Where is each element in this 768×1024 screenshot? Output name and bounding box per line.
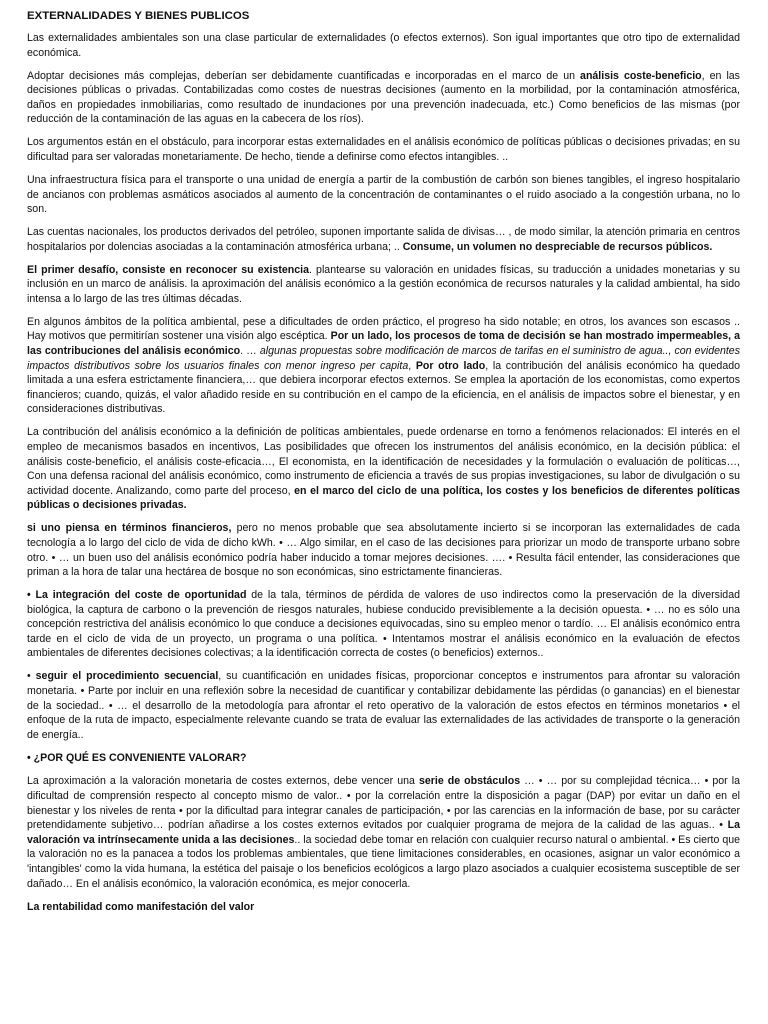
document-page	[27, 8, 740, 923]
document-body	[27, 31, 740, 914]
text-run: … • … por su complejidad técnica… • por la dificultad de comprensión respecto al concepto mismo de valor.. • por la correlación entre la disposición a pagar (DAP) por evitar un daño en el bienestar y los niveles de renta • por la dificultad para integrar canales de participación, • por las carencias en la información de base, por su carácter pretendidamente subjetivo… podrían añadirse a los costes externos evitados por cualquier programa de mejora de la calidad de las aguas.. •	[27, 775, 740, 832]
text-run: de la tala, términos de pérdida de valores de uso indirectos como la preservación de la diversidad biológica, la captura de carbono o la prevención de riesgos naturales, hubiese conducido previsiblemente a la decisión opuesta. • … no es sólo una concepción restrictiva del análisis económico lo que conduce a decisiones equivocadas, sino su empleo menor o tardío. … El análisis económico entra tarde en el ciclo de vida de un proyecto, un programa o una política. • Intentamos mostrar el análisis económico en la evaluación de efectos ambientales de diferentes decisiones colectivas; a la identificación correcta de costes (o beneficios) externos..	[27, 589, 740, 660]
bold-text: Por otro lado	[415, 359, 486, 372]
bold-text: La rentabilidad como manifestación del valor	[27, 900, 255, 913]
text-run: , en las decisiones públicas o privadas. Contabilizadas como costes de nuestras decisiones (aumento en la morbilidad, por la contaminación atmosférica, daños en propiedades inmobiliarias, como resultado de inundaciones por una prevención inadecuada, etc.) Como beneficios de las mismas (por reducción de la contaminación de las aguas en la cabecera de los ríos).	[27, 69, 740, 126]
paragraph	[27, 135, 740, 164]
paragraph	[27, 263, 740, 307]
bold-text: • ¿POR QUÉ ES CONVENIENTE VALORAR?	[27, 751, 247, 764]
paragraph	[27, 588, 740, 661]
text-run: Los argumentos están en el obstáculo, para incorporar estas externalidades en el análisis económico de políticas públicas o decisiones privadas; en su dificultad para ser valoradas monetariamente. De hecho, tiende a definirse como efectos intangibles. ..	[27, 136, 740, 163]
paragraph	[27, 751, 740, 766]
bold-text: análisis coste-beneficio	[580, 69, 702, 82]
paragraph	[27, 69, 740, 127]
bold-text: La valoración va intrínsecamente unida a las decisiones	[27, 819, 740, 846]
bold-text: Por un lado, los procesos de toma de decisión se han mostrado impermeables, a las contribuciones del análisis económico	[27, 330, 740, 358]
text-run: , su cuantificación en unidades físicas, proporcionar conceptos e instrumentos para afrontar su valoración monetaria. • Parte por incluir en una reflexión sobre la necesidad de cuantificar y contabilizar debidamente las pérdidas (o ganancias) en el bienestar de la sociedad.. • … el desarrollo de la metodología para afrontar el reto operativo de la valoración de estos efectos en términos monetarios • el enfoque de la ruta de impacto, especialmente relevante cuando se trata de evaluar las externalidades de las actividades de transporte o la generación de energía..	[27, 670, 741, 741]
paragraph	[27, 900, 740, 915]
paragraph	[27, 225, 740, 254]
paragraph	[27, 31, 740, 60]
bold-text: El primer desafío, consiste en reconocer su existencia	[27, 263, 309, 276]
text-run: pero no menos probable que sea absolutamente incierto si se incorporan las externalidades de cada tecnología a lo largo del ciclo de vida de dicho kWh. • … Algo similar, en el caso de las decisiones para priorizar un modo de transporte urbano sobre otro. • … un buen uso del análisis económico podría haber inducido a tomar mejores decisiones. …. • Resulta fácil entender, las consideraciones que priman a la hora de talar una hectárea de bosque no son económicas, sino estrictamente financieras.	[27, 522, 740, 579]
paragraph	[27, 425, 740, 513]
text-run: ,	[408, 359, 416, 372]
document-title: EXTERNALIDADES Y BIENES PUBLICOS	[27, 10, 250, 22]
text-run: , la contribución del análisis económico ha quedado limitada a una esfera estrictamente financiera,… que debiera incorporar efectos externos. Se emplea la aportación de los economistas, como expertos financieros; cuando, quizás, el valor añadido reside en su contribución en el campo de la eficiencia, en el análisis de impactos sobre el bienestar, y en consideraciones distributivas.	[27, 359, 740, 416]
text-run: En algunos ámbitos de la política ambiental, pese a dificultades de orden práctico, el progreso ha sido notable; en otros, los avances son escasos .. Hay motivos que permitirían sostener una visión algo escéptica.	[27, 315, 740, 343]
text-run: Adoptar decisiones más complejas, deberían ser debidamente cuantificadas e incorporadas en el marco de un	[27, 69, 581, 82]
text-run: Las externalidades ambientales son una clase particular de externalidades (o efectos externos). Son igual importantes que otro tipo de externalidad económica.	[27, 32, 740, 59]
text-run: •	[27, 670, 36, 683]
bold-text: seguir el procedimiento secuencial	[35, 670, 219, 683]
bold-text: • La integración del coste de oportunidad	[27, 589, 247, 602]
bold-text: serie de obstáculos	[418, 775, 521, 788]
paragraph	[27, 774, 740, 891]
italic-text: algunas propuestas sobre modificación de marcos de tarifas en el suministro de agua.., con evidentes impactos distributivos sobre los usuarios finales con menor ingreso per capita	[27, 345, 740, 372]
paragraph	[27, 669, 740, 742]
text-run: .. la sociedad debe tomar en relación con cualquier recurso natural o ambiental. • Es cierto que la valoración no es la panacea a todos los problemas ambientales, que tiene limitaciones considerables, en ocasiones, asignar un valor económico a 'intangibles' como la vida humana, la estética del paisaje o los beneficios ecológicos a largo plazo asociados a cualquier ecosistema susceptible de ser dañado… En el análisis económico, la valoración económica, es mejor conocerla.	[27, 833, 741, 890]
text-run: La contribución del análisis económico a la definición de políticas ambientales, puede ordenarse en torno a fenómenos relacionados: El interés en el empleo de mecanismos basados en incentivos, Las posibilidades que ofrecen los instrumentos del análisis económico, en la decisión pública: el análisis coste-beneficio, el análisis coste-eficacia…, El economista, en la identificación de necesidades y la formulación o evaluación de políticas…, Con una defensa racional del análisis económico, como instrumento de eficiencia a través de sus propias investigaciones, su labor de divulgación o su actividad docente. Analizando, como parte del proceso,	[27, 426, 740, 497]
bold-text: Consume, un volumen no despreciable de recursos públicos.	[402, 240, 713, 253]
bold-text: en el marco del ciclo de una política, los costes y los beneficios de diferentes políticas públicas o decisiones privadas.	[27, 484, 740, 512]
paragraph	[27, 315, 740, 417]
bold-text: si uno piensa en términos financieros,	[27, 522, 232, 535]
text-run: . …	[240, 345, 260, 358]
paragraph	[27, 173, 740, 217]
text-run: Las cuentas nacionales, los productos derivados del petróleo, suponen importante salida de divisas… , de modo similar, la atención primaria en centros hospitalarios por dolencias asociadas a la contaminación atmosférica urbana; ..	[27, 226, 740, 253]
paragraph	[27, 521, 740, 579]
text-run: La aproximación a la valoración monetaria de costes externos, debe vencer una	[27, 775, 419, 788]
text-run: Una infraestructura física para el transporte o una unidad de energía a partir de la combustión de carbón son bienes tangibles, el ingreso hospitalario de ancianos con problemas asmáticos asociados al aumento de la concentración de contaminantes o el ruido asociado a la congestión urbana, no lo son.	[27, 173, 740, 216]
text-run: . plantearse su valoración en unidades físicas, su traducción a unidades monetarias y su inclusión en un marco de análisis. la aproximación del análisis económico a la gestión económica de recursos naturales y la calidad ambiental, ha sido intensa a lo largo de las tres últimas décadas.	[27, 263, 740, 305]
